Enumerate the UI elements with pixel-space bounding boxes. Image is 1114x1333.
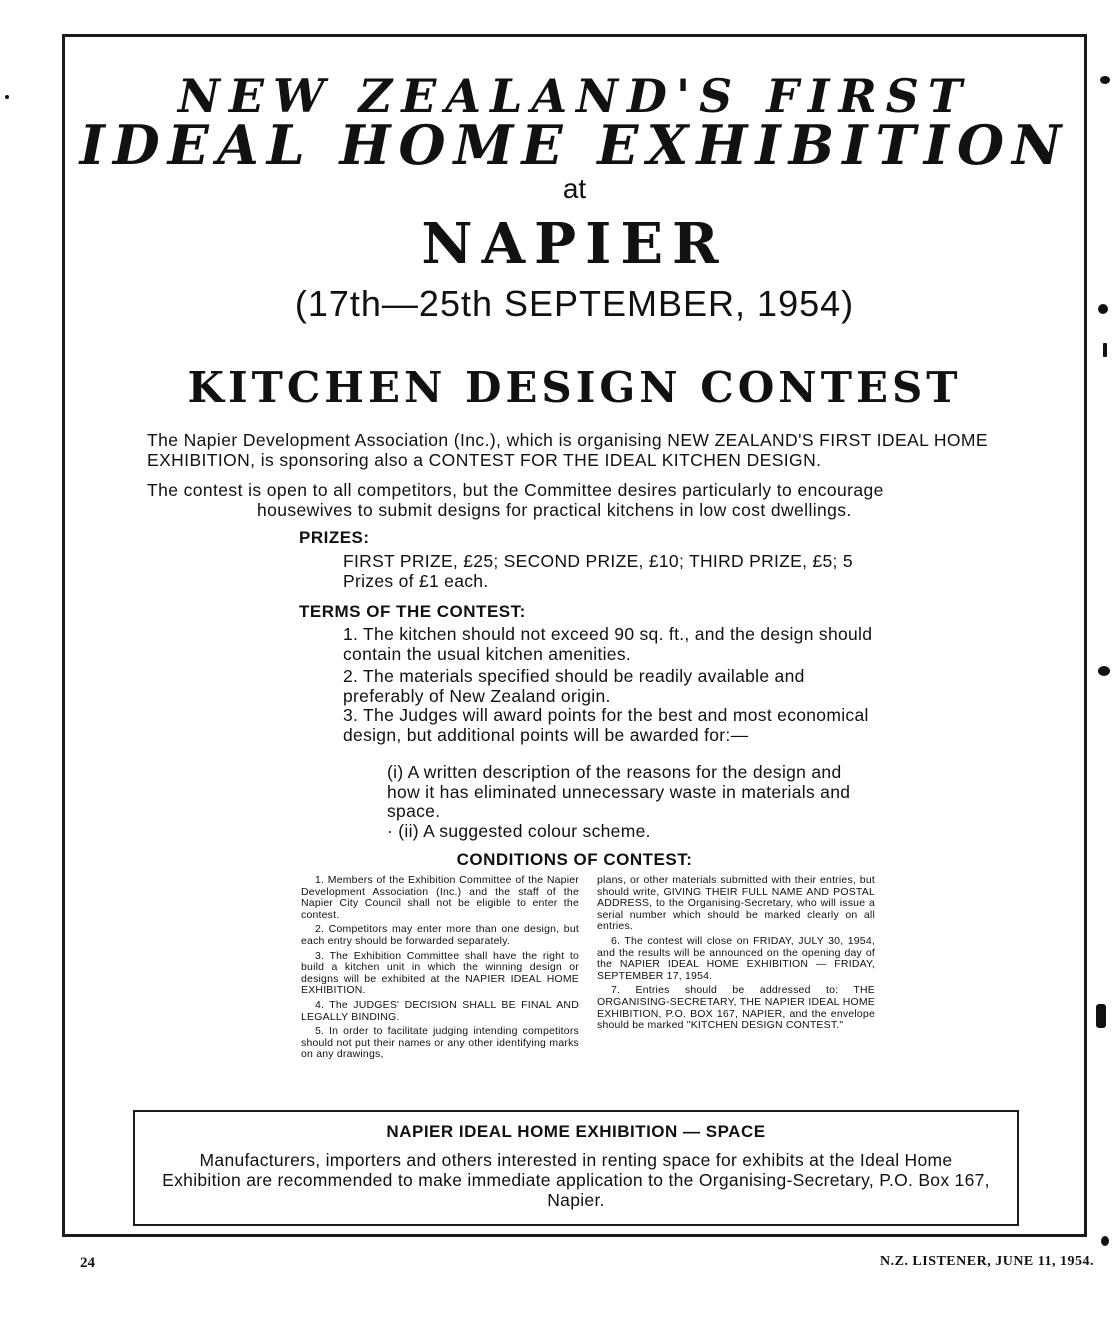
condition-item: 4. The JUDGES' DECISION SHALL BE FINAL AND LEGALLY BINDING. <box>301 998 579 1023</box>
intro-paragraph-2-line-1: The contest is open to all competitors, but the Committee desires particularly to encourage <box>147 480 884 500</box>
scan-speck <box>1103 343 1107 357</box>
intro-paragraph-1: The Napier Development Association (Inc.), which is organising NEW ZEALAND'S FIRST IDEAL HOME EXHIBITION, is sponsoring also a CONTEST FOR THE IDEAL KITCHEN DESIGN. <box>147 430 988 470</box>
scan-speck <box>1100 76 1110 84</box>
condition-item: 1. Members of the Exhibition Committee of the Napier Development Association (Inc.) and the staff of the Napier City Council shall not be eligible to enter the contest. <box>301 874 579 921</box>
term-item: 1. The kitchen should not exceed 90 sq. ft., and the design should contain the usual kitchen amenities. <box>343 624 873 664</box>
headline-at: at <box>562 173 587 204</box>
conditions-right-column <box>597 875 875 1035</box>
contest-title: KITCHEN DESIGN CONTEST <box>187 363 962 412</box>
scan-speck <box>1098 666 1110 676</box>
term-item: 2. The materials specified should be readily available and preferably of New Zealand origin. <box>343 666 805 706</box>
page-number: 24 <box>80 1255 95 1271</box>
intro-paragraph-2-line-2: housewives to submit designs for practical kitchens in low cost dwellings. <box>257 500 852 520</box>
term-sub-item: · (ii) A suggested colour scheme. <box>387 821 651 841</box>
term-item: 3. The Judges will award points for the best and most economical design, but additional points will be awarded for:— <box>343 705 869 745</box>
headline-line-2: IDEAL HOME EXHIBITION <box>79 113 1070 177</box>
condition-item: 6. The contest will close on FRIDAY, JULY 30, 1954, and the results will be announced on the opening day of the NAPIER IDEAL HOME EXHIBITION — FRIDAY, SEPTEMBER 17, 1954. <box>597 934 875 982</box>
headline-city: NAPIER <box>421 211 728 277</box>
headline-line-1: NEW ZEALAND'S FIRST <box>177 69 972 123</box>
space-text: Manufacturers, importers and others interested in renting space for exhibits at the Ideal Home Exhibition are recommended to make immediate application to the Organising-Secretary, P.O. Box 167, Napier. <box>162 1150 990 1210</box>
prizes-text: FIRST PRIZE, £25; SECOND PRIZE, £10; THIRD PRIZE, £5; 5 Prizes of £1 each. <box>343 551 853 591</box>
publication-credit: N.Z. LISTENER, JUNE 11, 1954. <box>879 1254 1094 1269</box>
scan-speck <box>5 95 9 99</box>
term-sub-item: (i) A written description of the reasons for the design and how it has eliminated unnecessary waste in materials and space. <box>387 762 851 821</box>
exhibition-dates: (17th—25th SEPTEMBER, 1954) <box>294 283 855 324</box>
condition-item: 2. Competitors may enter more than one design, but each entry should be forwarded separately. <box>301 923 579 947</box>
space-heading: NAPIER IDEAL HOME EXHIBITION — SPACE <box>386 1122 766 1141</box>
condition-item: 7. Entries should be addressed to: THE ORGANISING-SECRETARY, THE NAPIER IDEAL HOME EXHIBITION, P.O. BOX 167, NAPIER, and the envelope should be marked "KITCHEN DESIGN CONTEST." <box>597 984 875 1032</box>
advertisement-frame <box>62 34 1087 1237</box>
space-notice-box <box>133 1110 1019 1226</box>
condition-item: 3. The Exhibition Committee shall have the right to build a kitchen unit in which the winning design or designs will be exhibited at the NAPIER IDEAL HOME EXHIBITION. <box>301 949 579 997</box>
terms-heading: TERMS OF THE CONTEST: <box>299 602 526 621</box>
conditions-heading: CONDITIONS OF CONTEST: <box>456 850 693 869</box>
condition-item: plans, or other materials submitted with their entries, but should write, GIVING THEIR FULL NAME AND POSTAL ADDRESS, to the Organising-Secretary, who will issue a serial number which should be marked clearly on all entries. <box>597 874 875 933</box>
prizes-heading: PRIZES: <box>299 528 370 547</box>
scan-speck <box>1101 1236 1109 1246</box>
scan-speck <box>1096 1004 1106 1028</box>
intro-paragraph-2 <box>147 480 1017 520</box>
scan-speck <box>1098 304 1108 314</box>
condition-item: 5. In order to facilitate judging intending competitors should not put their names or any other identifying marks on any drawings, <box>301 1025 579 1061</box>
conditions-left-column <box>301 875 579 1064</box>
